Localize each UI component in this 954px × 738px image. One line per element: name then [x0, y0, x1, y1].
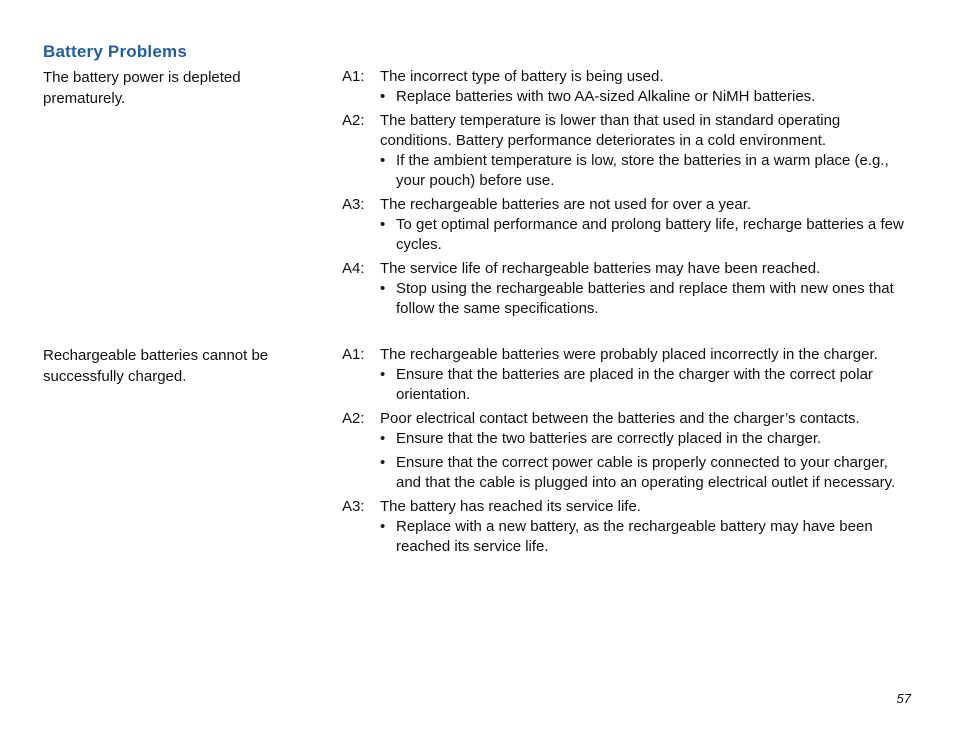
- answer-label: A2:: [342, 112, 365, 129]
- remedy-bullet: [380, 87, 914, 107]
- answer-list: [342, 67, 914, 323]
- bullet-icon: •: [380, 216, 386, 233]
- section-title: Battery Problems: [43, 42, 187, 61]
- remedy-bullet: [380, 429, 914, 449]
- bullet-icon: •: [380, 280, 386, 297]
- page-number: 57: [896, 691, 911, 706]
- answer-label: A2:: [342, 410, 365, 427]
- answer-item: [342, 111, 914, 191]
- answer-text: The battery temperature is lower than that used in standard operating conditions. Battery performance deteriorates in a cold environment.: [380, 112, 841, 149]
- bullet-icon: •: [380, 518, 386, 535]
- remedy-text: Ensure that the two batteries are correctly placed in the charger.: [396, 430, 822, 447]
- answer-body: [380, 195, 914, 255]
- answer-label: A3:: [342, 498, 365, 515]
- answer-body: [380, 409, 914, 493]
- remedy-bullet: [380, 215, 914, 255]
- remedy-bullet: [380, 517, 914, 557]
- answer-label: A1:: [342, 346, 365, 363]
- answer-text: The rechargeable batteries are not used for over a year.: [380, 196, 752, 213]
- bullet-icon: •: [380, 430, 386, 447]
- answer-label: A4:: [342, 260, 365, 277]
- remedy-bullet: [380, 151, 914, 191]
- problem-symptom: Rechargeable batteries cannot be successfully charged.: [43, 347, 269, 385]
- answer-text: The service life of rechargeable batteries may have been reached.: [380, 260, 821, 277]
- answer-item: [342, 497, 914, 557]
- answer-text: The incorrect type of battery is being used.: [380, 68, 664, 85]
- remedy-text: Stop using the rechargeable batteries and replace them with new ones that follow the same specifications.: [396, 280, 894, 317]
- bullet-icon: •: [380, 152, 386, 169]
- answer-item: [342, 409, 914, 493]
- answer-item: [342, 345, 914, 405]
- remedy-text: Replace with a new battery, as the rechargeable battery may have been reached its service life.: [396, 518, 873, 555]
- bullet-icon: •: [380, 366, 386, 383]
- answer-label: A3:: [342, 196, 365, 213]
- remedy-bullet: [380, 279, 914, 319]
- answer-text: The battery has reached its service life.: [380, 498, 641, 515]
- bullet-icon: •: [380, 88, 386, 105]
- remedy-text: Ensure that the batteries are placed in the charger with the correct polar orientation.: [396, 366, 873, 403]
- answer-body: [380, 67, 914, 107]
- remedy-text: Ensure that the correct power cable is properly connected to your charger, and that the cable is plugged into an operating electrical outlet if necessary.: [396, 454, 896, 491]
- answer-item: [342, 259, 914, 319]
- answer-body: [380, 497, 914, 557]
- answer-list: [342, 345, 914, 561]
- answer-body: [380, 111, 914, 191]
- answer-label: A1:: [342, 68, 365, 85]
- problem-symptom: The battery power is depleted prematurely.: [43, 69, 241, 107]
- answer-text: The rechargeable batteries were probably placed incorrectly in the charger.: [380, 346, 878, 363]
- remedy-text: To get optimal performance and prolong battery life, recharge batteries a few cycles.: [396, 216, 904, 253]
- remedy-bullet: [380, 365, 914, 405]
- answer-item: [342, 67, 914, 107]
- answer-body: [380, 259, 914, 319]
- answer-item: [342, 195, 914, 255]
- remedy-text: If the ambient temperature is low, store the batteries in a warm place (e.g., your pouch) before use.: [396, 152, 889, 189]
- bullet-icon: •: [380, 454, 386, 471]
- answer-text: Poor electrical contact between the batteries and the charger’s contacts.: [380, 410, 860, 427]
- answer-body: [380, 345, 914, 405]
- remedy-bullet: [380, 453, 914, 493]
- remedy-text: Replace batteries with two AA-sized Alkaline or NiMH batteries.: [396, 88, 816, 105]
